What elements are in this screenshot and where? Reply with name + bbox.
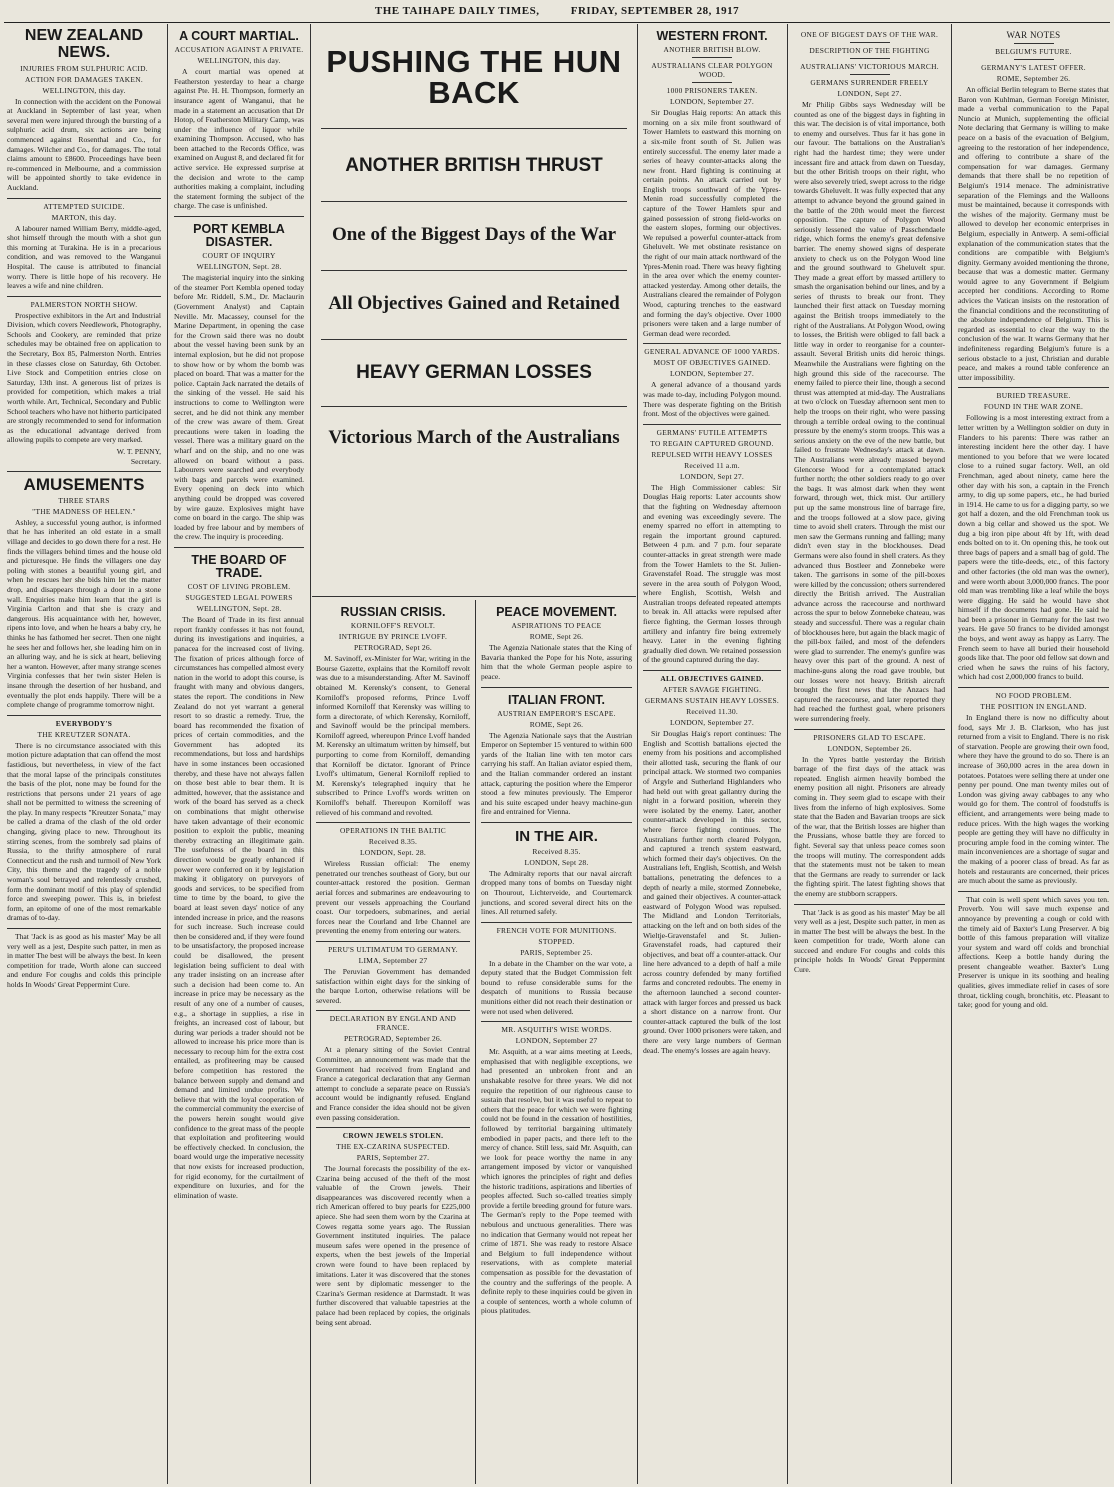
divider	[481, 922, 632, 923]
article-head: DECLARATION BY ENGLAND AND FRANCE.	[329, 1014, 457, 1033]
article-subhead: ASPIRATIONS TO PEACE	[511, 621, 602, 631]
article-body: The High Commissioner cables: Sir Douglas Haig reports: Later accounts show that the fighting on Wednesday afternoon and evening was exceedingly severe. The enemy sparred no effort in attempting to regain the important ground captured. Between 4 p.m. and 7 p.m. four separate counter-attacks in great strength were made from the Tower Hamlets to the St. Julien-Gravenstafel Road. The struggle was most severe in the area south of Polygon Wood, where English, Scottish, Welsh and Australian troops defeated repeated attempts to break in. All attacks were repulsed after fierce fighting, the German losses through artillery and infantry fire being extremely heavy. Later in the evening fighting gradually died down. We retained possession of the ground captured during the day.	[643, 482, 781, 665]
column-2	[169, 24, 309, 1484]
received-time: Received 11 a.m.	[684, 460, 740, 470]
divider	[7, 198, 161, 199]
section-title: NEW ZEALAND NEWS.	[24, 27, 144, 61]
divider	[692, 57, 732, 58]
article-subhead: 1000 PRISONERS TAKEN.	[666, 86, 758, 96]
article-head: ONE OF BIGGEST DAYS OF THE WAR.	[800, 30, 939, 39]
article-head: PRISONERS GLAD TO ESCAPE.	[813, 732, 926, 742]
article-body: The Board of Trade in its first annual report frankly confesses it has not found, during its investigations and inquiries, a panacea for the increased cost of living. The fixation of prices although force of circumstances has compelled almost every nation in the world to adopt this course, is fraught with many and obvious dangers, states the report. The conditions in New Zealand do not yet warrant a general resort to so drastic a remedy. True, the board has recommended the fixation of prices of certain commodities, and the Government has adopted its recommendations, but loss and hardships have in some instances been occasioned thereby, and these have not always fallen on those best able to bear them. It is admitted, however, that the assistance and work of the board has served as a check on combinations that might otherwise have taken advantage of their economic position to exploit the public, meaning thereby extracting an illegitimate gain. The usefulness of the board in this direction would be greatly enhanced if power were conferred on it by legislation making it obligatory on purveyors of goods and services, to be specified from time to time by the board, to give the board at least seven days' notice of any intended increase in price, and the reasons for such increase. Such increase could then be considered and, if they were found to be unsatisfactory, the proposed increase could be disallowed, the present legislation being sufficient to deal with any trader insisting on an increase after such a decision had been come to. An increase in price may be necessary as the result of any one of a number of causes, e.g., a shortage in supplies, a rise in freights, an increased cost of labour, but during war periods a trader should not be allowed to increase his price more than is necessary to recoup him for the extra cost entailed, as profiteering may be caused before competition has restored the balance between supply and demand and demand and limited undue profits. We believe that with the loyal cooperation of the commercial community the exercise of the powers herein sought would give confidence to the great mass of the people that exploitation and profiteering would be effectively checked. In conclusion, the board would urge the imperative necessity that now exists for increased production, for rigid economy, for the curtailment of expenditure on luxuries, and for the elimination of waste.	[174, 615, 304, 1200]
article-head: FRENCH VOTE FOR MUNITIONS.	[496, 925, 617, 935]
divider	[1014, 43, 1054, 44]
article-subhead: STOPPED.	[538, 936, 575, 946]
article-subhead: ACCUSATION AGAINST A PRIVATE.	[174, 45, 304, 55]
article-head: ATTEMPTED SUICIDE.	[43, 201, 125, 211]
divider	[958, 891, 1109, 892]
article-body: The magisterial inquiry into the sinking of the steamer Port Kembla opened today before Mr. Riddell, S.M., Dr. Maclaurin (Government Analyst) and Captain Neville. Mr. Macassey, counsel for the Marine Department, in opening the case for the Crown said there was no doubt about the vessel having been sunk by an internal explosion, but he did not propose to show how or by whom the bomb was placed on board. That was a matter for the police. Captain Jack narrated the details of the sinking of the vessel. He said his instructions to come to Wellington were secret, and he did not think any member of the crew was aware of them. Great precautions were taken in loading the vessel. There was a military guard on the wharf and on the ship, and no one was allowed on board without a pass. Labourers were searched and everybody with bags and parcels were examined. Every opening on deck into which anything could be dropped was covered by wire gauze. Explosives might have come on board in the cargo. The ship was loaded by free labour and by members of the crew. The inquiry is proceeding.	[174, 273, 304, 542]
article-head: CROWN JEWELS STOLEN.	[342, 1131, 444, 1141]
advertisement: That coin is well spent which saves you ten. Proverb. You will save much expense and annoyance by preventing a cough or cold with the timely aid of Baxter's Lung Preserver. A big bottle of this famous preparation will vitalize your system and ward off colds and bronchial affections. Keep a bottle handy during the present changeable weather. Baxter's Lung Preserver is unique in its soothing and healing qualities, gives immediate relief in cases of sore throat, tickling cough, bronchitis, etc. Pleasant to take; good for young and old.	[958, 894, 1109, 1010]
article-subhead: SUGGESTED LEGAL POWERS	[185, 593, 293, 603]
dateline: WELLINGTON, Sept. 28.	[196, 604, 282, 614]
divider	[316, 1010, 470, 1011]
article-head: ALL OBJECTIVES GAINED.	[660, 674, 764, 684]
divider	[321, 406, 627, 407]
divider	[7, 296, 161, 297]
divider	[321, 128, 627, 129]
article-subhead: BELGIUM'S FUTURE.	[995, 47, 1072, 56]
article-body: The Agenzia Nationale says that the Austrian Emperor on September 15 ventured to within 600 yards of the Italian line with ten motor cars carrying his staff. An Italian aviator espied them, and the Italian commander ordered an instant attack, capturing the position where the Emperor stood a few minutes previously. The Emperor and his suite escaped under heavy machine-gun fire and entrained for Vienna.	[481, 730, 632, 817]
article-head: PERU'S ULTIMATUM TO GERMANY.	[328, 944, 458, 954]
dateline: WELLINGTON, Sept. 28.	[196, 262, 282, 272]
article-head: GENERAL ADVANCE OF 1000 YARDS.	[644, 347, 780, 357]
article-head: NO FOOD PROBLEM.	[995, 691, 1072, 701]
article-body: In a debate in the Chamber on the war vote, a deputy stated that the Budget Commission felt bound to refuse considerable sums for the despatch of munitions to Russia because munitions either did not reach their destination or were not used when delivered.	[481, 958, 632, 1016]
article-head: ITALIAN FRONT.	[508, 692, 605, 707]
dateline: ROME, September 26.	[996, 74, 1071, 83]
article-subhead: MOST OF OBJECTIVES GAINED.	[653, 358, 771, 368]
dateline: PETROGRAD, September 26.	[343, 1034, 443, 1044]
banner-line: All Objectives Gained and Retained	[328, 293, 620, 314]
article-subhead: THE EX-CZARINA SUSPECTED.	[336, 1142, 450, 1152]
article-head: PORT KEMBLA DISASTER.	[193, 222, 285, 250]
divider	[321, 270, 627, 271]
dateline: WELLINGTON, this day.	[197, 56, 281, 66]
banner-line: ANOTHER BRITISH THRUST	[345, 155, 603, 176]
dateline: LONDON, September 27	[515, 1036, 598, 1046]
divider	[7, 471, 161, 472]
article-subhead: DESCRIPTION OF THE FIGHTING	[809, 46, 930, 55]
divider	[692, 82, 732, 83]
article-subhead: GERMANS SUSTAIN HEAVY LOSSES.	[644, 696, 780, 706]
dateline: PETROGRAD, Sept 26.	[353, 643, 433, 653]
dateline: LONDON, September 27.	[670, 718, 754, 728]
article-body: In connection with the accident on the Ponowai at Auckland in September of last year, when several men were injured through the bursting of a sulphuric acid drum, six actions are being commenced against Rosenthal and Co., for damages. Wilcher and Co., for damages. The total claims amount to £8600. Proceedings have been re-commenced in Melbourne, and a commission will be appointed shortly to take evidence in Auckland.	[7, 96, 161, 192]
article-subhead: GERMANY'S LATEST OFFER.	[981, 63, 1086, 72]
column-biggest-days	[789, 24, 950, 1484]
article-body: The Agenzia Nationale states that the King of Bavaria thanked the Pope for his Note, assuring him that the whole German people aspire to peace.	[481, 643, 632, 681]
dateline: LONDON, Sept 27.	[837, 89, 902, 98]
article-subhead: AFTER SAVAGE FIGHTING.	[662, 685, 762, 695]
column-war-notes	[953, 24, 1114, 1484]
article-head: PEACE MOVEMENT.	[496, 605, 617, 619]
article-body: A general advance of a thousand yards was made to-day, including Polygon mound. There was desperate fighting on the British front. Most of the objectives were gained.	[643, 380, 781, 419]
article-head: PALMERSTON NORTH SHOW.	[30, 299, 138, 309]
article-body: The Journal forecasts the possibility of the ex-Czarina being accused of the theft of the most valuable of the Crown jewels. Their disappearances was discovered recently when a rich American offered to buy pearls for £225,000 apiece. She had seen them worn by the Czarina at Cowes regatta some years ago. The Russian Government instituted inquiries. The palace museum safes were opened in the presence of experts, when the best jewels of the Imperial crown were found to have been replaced by imitations. Later it was discovered that the stones were sent by diplomatic messenger to the Czarina's German residence at Darmstadt. It was further discovered that valuable tapestries at the palace had been replaced by copies, the originals being sent abroad.	[316, 1164, 470, 1327]
divider	[321, 339, 627, 340]
article-subhead: ACTION FOR DAMAGES TAKEN.	[24, 74, 144, 84]
article-subhead: THE KREUTZER SONATA.	[37, 729, 131, 739]
article-subhead: AUSTRALIANS CLEAR POLYGON WOOD.	[651, 61, 773, 80]
paper-date: FRIDAY, SEPTEMBER 28, 1917	[570, 5, 740, 17]
article-head: OPERATIONS IN THE BALTIC	[340, 826, 446, 836]
divider	[7, 715, 161, 716]
divider	[481, 822, 632, 823]
column-rule	[167, 24, 168, 1484]
article-body: Sir Douglas Haig's report continues: The English and Scottish battalions ejected the enemy from his positions and accomplished their allotted task, securing the flank of our principal attack. We stormed two companies of Argyle and Sutherland Highlanders who had held out with great gallantry during the night in a forward position, wherein they were isolated by the enemy. Later, another counter-attack developed in this sector, where fierce fighting continues. The Australians further north cleared Polygon, and captured a trench system eastward, which formed their day's objectives. On the Australians left, English, Scottish, and Welsh battalions, penetrating the defences to a depth of nearly a mile, stormed Zonnebeke, and gained their objectives. A counter-attack eastward of Polygon Wood was repulsed. The Midland and London Territorials, attacking on the left and on both sides of the Wieltje-Gravenstafel and St. Julien-Gravenstafel roads, had captured their objectives, and beat off a counter-attack. Our line here advanced to a depth of half a mile across country defended by many fortified farms and concreted redoubts. The enemy in the afternoon launched a second counter-attack with larger forces and pressed us back a short distance on a narrow front. Our counter-attack captured the bulk of the lost ground. Over 1000 prisoners were taken, and there are very large numbers of German dead. The enemy's losses are again heavy.	[643, 729, 781, 1055]
divider	[316, 941, 470, 942]
divider	[174, 547, 304, 548]
article-body: Following is a most interesting extract from a letter written by a Wellington soldier on duty in Flanders to his parents: There was rather an interesting incident here the other day. I have mentioned to you before that we were located close to a ruined sugar factory. Well, an old Frenchman, aged about ninety, came here the other day with his son, a captain in the French army, to dig up some papers, etc., he had buried in 1914. He came to us for a digging party, so we got half a dozen, and the old Frenchman took us down a big cellar and showed us the spot. We dug a big iron pipe about 4ft by 1ft, with dead ends bolted on to it. On opening this, he took out three bags of papers and a small bag of gold. The papers were the title-deeds, etc., of this factory and other factories (the old man was the owner), and were worth about 3,000,000 francs. The poor old man was trembling like a leaf while the boys were digging. He said he would have shot himself if the documents had gone. He said he had been a prisoner in Germany for the last two years. He gave 50 francs to be divided amongst the boys, and went away as happy as Larry. The French seem to have all buried their household goods like that. The poor old fellow sat down and cried when he saws the ruins of his factory, which had cost 2,000,000 francs to build.	[958, 413, 1109, 682]
divider	[321, 201, 627, 202]
article-subhead: COST OF LIVING PROBLEM.	[187, 582, 291, 592]
article-body: Prospective exhibitors in the Art and Industrial Division, which covers Needlework, Photography, Schools and Cookery, are reminded that prize schedules may be obtained free on application to the Secretary, Box 85, Palmerston North. Entries in these classes close on Saturday, 6th October. Live Stock and Competition entries close on Saturday, 13th inst. A generous list of prizes is provided for competition, which makes a trial worth while. Art, Technical, Secondary and Public School teachers who have not hitherto participated are strongly recommended to send for information as the educational advantage derived from allowing pupils to compete are very marked.	[7, 310, 161, 445]
article-subhead: THE POSITION IN ENGLAND.	[980, 702, 1087, 712]
signature: W. T. PENNY,	[116, 447, 161, 456]
received-time: Received 8.35.	[532, 846, 581, 856]
banner-line: One of the Biggest Days of the War	[331, 224, 617, 245]
dateline: ROME, Sept 26.	[529, 632, 584, 642]
masthead-rule	[4, 22, 1110, 23]
received-time: Received 11.30.	[686, 707, 738, 717]
article-subhead: FOUND IN THE WAR ZONE.	[983, 402, 1084, 412]
article-body: The Admiralty reports that our naval aircraft dropped many tons of bombs on Tuesday night on Thourout, Lichterveide, and Courtemarck junctions, and scored several direct hits on the lines. All returned safely.	[481, 868, 632, 917]
divider	[850, 58, 890, 59]
column-rule	[951, 24, 952, 1484]
article-subhead: INTRIGUE BY PRINCE LVOFF.	[338, 632, 448, 642]
dateline: LONDON, Sept 27.	[680, 471, 744, 481]
divider	[7, 928, 161, 929]
article-body: Wireless Russian official: The enemy penetrated our trenches southeast of Gory, but our counter-attack restored the position. German aerial forces and submarines are endeavouring to prevent our vessels approaching the Courland coast. Our torpedoers, submarines, and aerial forces near the Courland and Irbe Channel are preventing the enemy from entering our waters.	[316, 859, 470, 936]
article-body: Mr Philip Gibbs says Wednesday will be counted as one of the biggest days in fighting in this war. The decision is of vital importance, both to enemy and ourselves. Thus far it has gone in our favour. The battalions on the Australian's right had the hardest time; they were under incessant fire and attack from dawn on Tuesday, but the other British troops on their right, who were also severely tried, swept across to the ridge towards Gheluvelt. It was fully expected that any attempt to advance beyond the ground gained in the battle of the 20th would meet the fiercest opposition. The capture of Polygon Wood seriously lessened the value of Passchendaele ridge, which forms the enemy's great defensive barrier. The enemy showed signs of desperate anxiety to check us on the Polygon Wood line and the ground southward to Gheluvelt spur. They made a great effort by massed artillery to smash the organisation behind our lines, and by a series of thrusts to break our front. They launched their first attack on Tuesday morning against the British troops immediately to the right of the Australians. At Polygon Wood, owing to losses, the British were obliged to fall back a little way in order to reorganise for a counter-assault. Several British units did heroic things. Meanwhile the Australians were fighting on the high ground this side of the racecourse. The enemy failed to pierce their line, though a second thrust was attempted at mid-day. The Australians at two o'clock on Tuesday afternoon sent men to help the troops on their right, who were passing through a terrible ordeal owing to the continual pressure by the enemy's storm troops. This was a serious anxiety on the eve of the new battle, but failed to frustrate Wednesday's attack at dawn. The Australians were already massed beyond Glencorse Wood for a contemplated attack further north; the other soldiers ready to go over the bags. It was almost dark when they went forward, through wet, thick mist. Our artillery put up the same monstrous line of barrage fire, and the troops followed at a slow pace, giving time to avoid shell craters. Through the mist our men saw the Germans running and falling; many didn't even stay in the blockhouses. Dead Germans were also found in shell craters. As they advanced thus Bostleer and Zonnebeke were taken. The garrisons in some of the pill-boxes were killed by the concussion; others surrendered directly the British arrived. The Australian advance across the racecourse and northward across the spur to below Zonnebeke chateau, was steady and successful. There was a regular chain of blockhouses here, but again the black magic of the pill-box failed, and most of the defenders were glad to surrender. The enemy's gunfire was heavy over this part of the ground. A nest of machine-guns along the road gave trouble, but our losses were not heavy. British aircraft brought the first news that the Anzacs had captured the racecourse, and later reported they had reached the furthest goal, where prisoners were surrendering freely.	[794, 100, 945, 723]
dateline: PARIS, September 25.	[520, 947, 593, 957]
dateline: MARTON, this day.	[51, 212, 117, 222]
paper-name: THE TAIHAPE DAILY TIMES,	[374, 5, 540, 17]
column-3a	[312, 600, 474, 1484]
divider	[316, 822, 470, 823]
divider	[481, 687, 632, 688]
banner-headlines	[312, 24, 636, 600]
article-subhead: GERMANS SURRENDER FREELY	[810, 78, 929, 87]
divider	[316, 1127, 470, 1128]
banner-bottom-rule	[312, 596, 636, 597]
article-body: The Peruvian Government has demanded satisfaction within eight days for the sinking of the barque Lorton, otherwise relations will be severed.	[316, 966, 470, 1005]
article-subhead: TO REGAIN CAPTURED GROUND.	[650, 438, 774, 448]
article-subhead: ANOTHER BRITISH BLOW.	[663, 45, 761, 55]
dateline: LONDON, Sept. 28.	[359, 848, 427, 858]
article-body: An official Berlin telegram to Berne states that Baron von Kuhlman, German Foreign Minister, made a verbal communication to the Papal Nuncio at Munich, supplementing the official Note declaring that Germany is willing to make peace on a basis of the evacuation of Belgium, agreeing to the restoration of her independence, and offering to contribute a share of the compensation for war damages. Germany demands that there shall be no repetition of Belgium's 1914 menace. The administrative separation of the Flemings and the Walloons must be maintained, because it corresponds with the wishes of the majority. Germany must be allowed to develop her economic enterprises in Belgium, especially in Antwerp. A semi-official explanation of the communication states that the conditions are compatible with Belgium's dignity. Germany avoided mentioning the throne, because that was a domestic matter. Germany would agree to any Government if Belgium accepted her conditions. According to Rome advices the Vatican insists on the restoration of the financial conditions and the reconstituting of the absolute independence of Belgium. This is regarded as essential to clear the way to the conclusion of the war. It warns Germany that her indefiniteness regarding Belgium's future is a serious obstacle to a just, Christian and durable peace, and makes a round table conference an utter impossibility.	[958, 85, 1109, 382]
article-body: In the Ypres battle yesterday the British barrage of the first days of the attack was repeated. English airmen heavily bombed the enemy position all night. Prisoners are already coming in. They seem glad to escape with their lives from the inferno of high explosives. Some state that the Baden and Bavarian troops are sick of the war, that the British losses are higher than the Prussians, whose battle they are forced to fight. Several say that unless peace comes soon the troops will mutiny. The correspondent adds that the statements must not be taken to mean that the Germans are ready to surrender or lack the fighting spirit. The latest fighting shows that the enemy are stubborn scrappers.	[794, 754, 945, 898]
article-body: A labourer named William Berry, middle-aged, shot himself through the mouth with a shot gun this morning at Turakina. He is in a precarious condition, and was removed to the Wanganui Hospital. The cause is attributed to financial worry. There is little hope of his recovery. He leaves a wife and nine children.	[7, 223, 161, 291]
dateline: LONDON, September 27.	[670, 97, 754, 107]
article-subhead: COURT OF INQUIRY	[202, 251, 276, 261]
article-head: INJURIES FROM SULPHURIC ACID.	[20, 63, 148, 73]
section-title: AMUSEMENTS	[23, 475, 145, 494]
dateline: PARIS, September 27.	[356, 1153, 430, 1163]
banner-line: PUSHING THE HUN BACK	[326, 44, 622, 110]
divider	[794, 904, 945, 905]
dateline: LONDON, September 26.	[827, 743, 912, 753]
divider	[958, 387, 1109, 388]
column-new-zealand-news	[2, 24, 166, 1484]
article-body: Mr. Asquith, at a war aims meeting at Leeds, emphasised that with negligible exceptions, we had presented an unbroken front and an unshakable resolve for three years. We did not require the repetition of our righteous cause to sustain that resolve, but it was useful to repeat to others that the peace for which we were fighting could not be found in the cessation of hostilities, followed by territorial bargaining ultimately embodied in paper pacts, and there left to the mercy of chance. Still less, said Mr. Asquith, can we look for peace worthy the name in any arrangement imposed by victor or vanquished which ignores the principles of right and defies the historic traditions, aspirations and liberties of peoples affected. Such so-called treaties simply provide a fertile breeding ground for future wars. The German's reply to the Pope teemed with nebulous and unctuous generalities. There was no indication that Germany would not repeat her crime of 1871. She was ready to restore Alsace and Belgium to full independence without reservations, with as complete material compensation as possible for the devastation of the country and the sufferings of the people. A definite reply to these inquiries could be given in a couple of sentences, worth a whole column of pious platitudes.	[481, 1047, 632, 1316]
divider	[643, 343, 781, 344]
banner-line: HEAVY GERMAN LOSSES	[356, 362, 592, 383]
article-head: RUSSIAN CRISIS.	[340, 605, 446, 619]
divider	[174, 216, 304, 217]
dateline: WELLINGTON, this day.	[42, 85, 126, 95]
divider	[643, 424, 781, 425]
column-rule	[310, 24, 311, 1484]
divider	[794, 729, 945, 730]
article-subhead: KORNILOFF'S REVOLT.	[350, 621, 436, 631]
column-3b	[477, 600, 636, 1484]
article-head: WESTERN FRONT.	[656, 29, 768, 43]
banner-line: Victorious March of the Australians	[328, 427, 620, 448]
divider	[481, 1021, 632, 1022]
dateline: ROME, Sept 26.	[529, 719, 584, 729]
article-body: There is no circumstance associated with this motion picture adaptation that can offend the most fastidious, but nevertheless, in view of the fact that the moral lapse of the principals constitutes the basis of the plot, none may be found for the restrictions that persons under 21 years of age shall not be permitted to witness the screening of the play. In many respects "Kreutzer Sonata," may be called a drama of the clash of the old order changing, giving place to new. Throughout its stirring scenes, from the sombrely sad plains of Russia, to the thrifty atmosphere of rural Connecticut and the rush and turmoil of New York City, this theme and the tragedy of a noble woman's soul betrayed and relentlessly crushed, form the dominant motif of this play of splendid force and sweeping power. This is, in briefest form, an epitome of one of the most remarkable dramas of to-day.	[7, 740, 161, 923]
article-body: Ashley, a successful young author, is informed that he has inherited an old estate in a small village and decides to go down there for a rest. He finds the villagers behind times and the house old and picturesque. He finds the villagers one day poling with stones a beautiful young girl, and when he rescues her she bids him let the matter drop, and disappears through a door in a stone wall. Enquiries make him learn that the girl is Virginia Carlton and that she is crazy and dangerous. His acquaintance with her, however, ripens into love, and when he hears a baby cry, he thinks he has fathomed her secret. Then one night he sees her and follows her, she leading him on in an alluring way, and he is sick at heart, believing her a wanton. However, after many strange scenes Virginia confesses that her twin sister Helen is insane through the desertion of her husband, and eventually the plot ends happily. There will be a complete change of programme tomorrow night.	[7, 517, 161, 710]
article-subhead: REPULSED WITH HEAVY LOSSES	[651, 449, 773, 459]
article-head: A COURT MARTIAL.	[179, 29, 299, 43]
article-body: A court martial was opened at Featherston yesterday to hear a charge against Pte. H. H. Thompson, formerly an insurance agent of Wanganui, that he made in a statement an accusation that Dr Hotop, of Featherston Military Camp, was under the influence of liquor while examining Thompson. Accused, who has been attached to the Records Office, was examined on August 8, and declared fit for active service. He expressed surprise at the decision and wrote to the camp authorities making a complaint, including the statement forming the subject of the charge. The case is unfinished.	[174, 67, 304, 211]
advertisement: That 'Jack is as good as his master' May be all very well as a jest, Despite such patter, in men as in matter The best will be always the best. In the keen competition for trade, Worth alone can succeed and endure For coughs and colds this principle holds In Woods' Great Peppermint Cure.	[794, 907, 945, 975]
article-body: In England there is now no difficulty about food, says Mr J. B. Clarkson, who has just returned from a visit to England. There is no risk of starvation. People are growing their own food, where they have the ground to do so. There is an increase of 360,000 acres in the area down in potatoes. Potatoes were selling there at under one penny per pound. One man twenty miles out of London was giving away cabbages to any who would go for them. The control of foodstuffs is efficient, and arrangements were being made to reduce prices. With the high wages the working people are getting they will have no difficulty in procuring ample food in the coming winter. The main inconveniences are a shortage of sugar and the making of a poorer class of bread. As far as hotels and restaurants are concerned, their prices are much about the same as previously.	[958, 713, 1109, 886]
article-subhead: AUSTRIAN EMPEROR'S ESCAPE.	[497, 708, 616, 718]
column-western-front	[638, 24, 786, 1484]
article-head: IN THE AIR.	[515, 827, 598, 845]
section-title: WAR NOTES	[1006, 30, 1061, 40]
divider	[643, 670, 781, 671]
article-body: Sir Douglas Haig reports: An attack this morning on a six mile front southward of Tower Hamlets to eastward this morning on a six-mile front south of St. Julien was entirely successful. The enemy later made a series of heavy counter-attacks along the new front. Hard fighting is continuing at certain points. An attack carried out by English troops southward of the Ypres-Menin road successfully completed the capture of the Tower Hamlets spur and gained possession of strong field-works on the eastern slopes, forming our objectives. We repulsed a powerful counter-attack from Gheluvelt. We met obstinate resistance on the right of our main attack northward of the Ypres-Menin road. There was heavy fighting in the area over which the enemy counter-attacked yesterday. Among other details, the Australians cleared the remainder of Polygon Wood, capturing trenches to the eastward and forming the day's objective. Over 1000 prisoners were taken and a large number of German dead were recorded.	[643, 108, 781, 338]
article-head: MR. ASQUITH'S WISE WORDS.	[501, 1025, 612, 1035]
dateline: LONDON, September 27.	[670, 369, 754, 379]
masthead	[0, 0, 1114, 22]
article-body: M. Savinoff, ex-Minister for War, writing in the Bourse Gazette, explains that the Korniloff revolt was due to a misunderstanding. After M. Savinoff obtained M. Kerensky's consent, to General Korniloff's proposed reforms, Prince Lvoff informed Korniloff that Kerensky was willing to form a directorate, of which Kerensky, Korniloff, and Savinoff would be the principal members. Korniloff agreed, whereupon Prince Lvoff handed M. Kerensky an ultimatum written by himself, but purporting to come from Korniloff, demanding that Korniloff be dictator. Ignorant of Prince Lvoff's ultimatum, General Korniloff replied to M. Kerensky's telegraphed inquiry that he subscribed to Prince Lvoff's words written on Korniloff's behalf. Thereupon Korniloff was relieved of his command and revolted.	[316, 654, 470, 817]
dateline: LIMA, September 27	[358, 955, 428, 965]
column-rule	[787, 24, 788, 1484]
divider	[850, 74, 890, 75]
article-head: EVERYBODY'S	[55, 718, 113, 728]
column-rule	[475, 600, 476, 1484]
article-head: GERMANS' FUTILE ATTEMPTS	[656, 427, 768, 437]
dateline: LONDON, Sept 28.	[524, 857, 589, 867]
article-head: THE BOARD OF TRADE.	[191, 552, 287, 581]
received-time: Received 8.35.	[368, 837, 418, 847]
article-body: At a plenary sitting of the Soviet Central Committee, an announcement was made that the Government had received from England and France a categorical declaration that any German attempt to conclude a separate peace on Russia's account would be indignantly refused. England and France consider the idea should not be given even passing consideration.	[316, 1045, 470, 1122]
article-subhead: "THE MADNESS OF HELEN."	[32, 506, 136, 516]
divider	[1014, 59, 1054, 60]
article-head: BURIED TREASURE.	[996, 391, 1071, 401]
article-subhead: AUSTRALIANS' VICTORIOUS MARCH.	[800, 62, 939, 71]
divider	[850, 42, 890, 43]
divider	[958, 687, 1109, 688]
signature: Secretary.	[130, 457, 161, 466]
article-head: THREE STARS	[58, 495, 110, 505]
advertisement: That 'Jack is as good as his master' May be all very well as a jest, Despite such patter, in men as in matter The best will be always the best. In keen competition for trade, Worth alone can succeed and endure For coughs and colds this principle holds In Woods' Great Peppermint Cure.	[7, 932, 161, 989]
